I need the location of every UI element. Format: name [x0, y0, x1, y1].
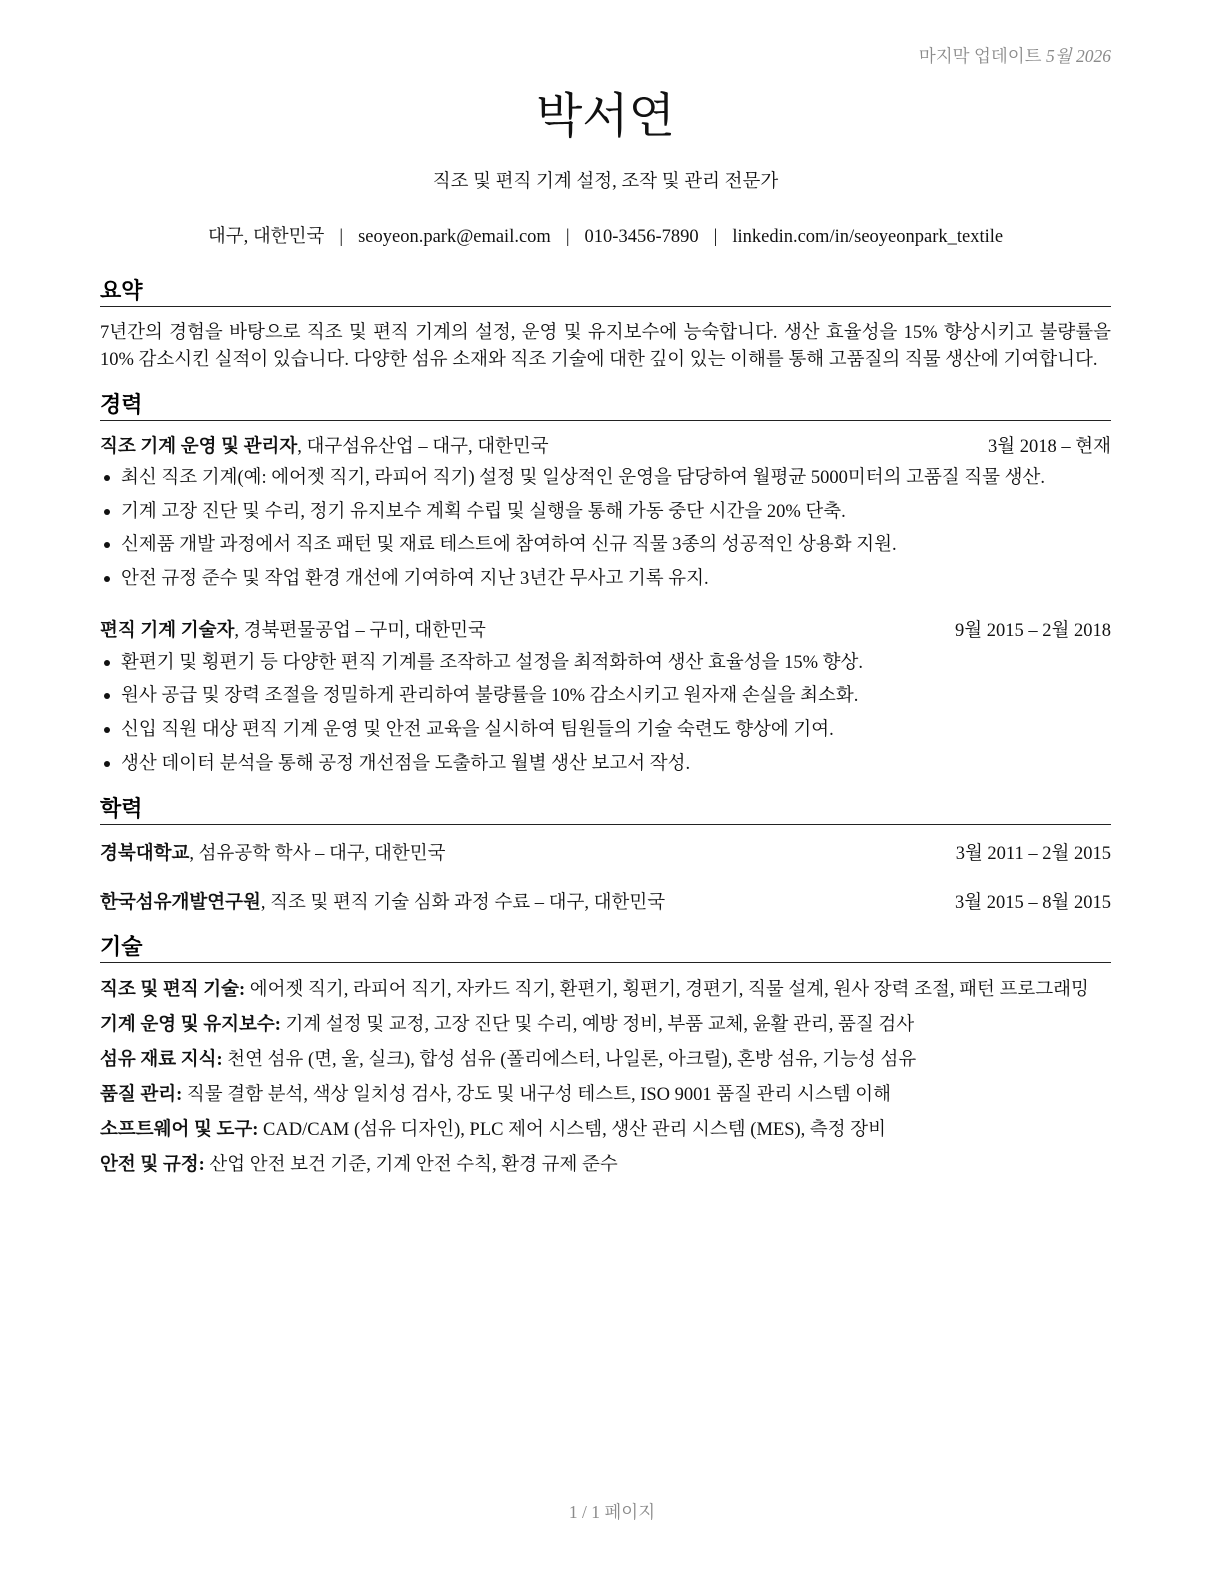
- contact-separator: |: [565, 227, 570, 247]
- education-entry: [100, 840, 1111, 868]
- skill-category: 기계 운영 및 유지보수:: [100, 1014, 281, 1035]
- highlight-text: 환편기 및 횡편기 등 다양한 편직 기계를 조작하고 설정을 최적화하여 생산 효율성을 15% 향상.: [121, 652, 864, 673]
- skill-row: [100, 1012, 1111, 1038]
- job-dates: 3월 2018 – 현재: [988, 436, 1111, 457]
- contact-email-link[interactable]: seoyeon.park@email.com: [358, 227, 551, 247]
- skill-row: [100, 1082, 1111, 1108]
- contact-line: [100, 224, 1111, 250]
- skills-section: [100, 932, 1111, 1178]
- skill-list: 기계 설정 및 교정, 고장 진단 및 수리, 예방 정비, 부품 교체, 윤활 관리, 품질 검사: [285, 1014, 915, 1035]
- highlight-item: [100, 566, 1111, 592]
- skill-row: [100, 1152, 1111, 1178]
- skill-category: 직조 및 편직 기술:: [100, 979, 246, 1000]
- job-organization: , 대구섬유산업 – 대구, 대한민국: [297, 436, 549, 457]
- skill-list: 에어젯 직기, 라피어 직기, 자카드 직기, 환편기, 횡편기, 경편기, 직물 설계, 원사 장력 조절, 패턴 프로그래밍: [249, 979, 1089, 1000]
- experience-entry: [100, 433, 1111, 593]
- education-entry: [100, 889, 1111, 917]
- bullet-icon: [104, 693, 110, 699]
- highlight-item: [100, 532, 1111, 558]
- contact-linkedin-link[interactable]: linkedin.com/in/seoyeonpark_textile: [732, 227, 1004, 247]
- skill-category: 섬유 재료 지식:: [100, 1049, 223, 1070]
- highlight-item: [100, 465, 1111, 491]
- bullet-icon: [104, 761, 110, 767]
- contact-location: 대구, 대한민국: [207, 227, 325, 247]
- contact-phone-link[interactable]: 010-3456-7890: [584, 227, 699, 247]
- bullet-icon: [104, 660, 110, 666]
- job-title: 직조 기계 운영 및 관리자: [100, 436, 298, 457]
- last-updated-label: 마지막 업데이트: [918, 46, 1042, 66]
- entry-header: [100, 433, 1111, 461]
- last-updated-date: 5월 2026: [1045, 46, 1111, 66]
- entry-title-line: [100, 617, 935, 645]
- section-heading-experience: 경력: [100, 390, 1111, 421]
- skill-category: 품질 관리:: [100, 1084, 183, 1105]
- highlight-item: [100, 717, 1111, 743]
- skill-category: 안전 및 규정:: [100, 1154, 205, 1175]
- contact-separator: |: [713, 227, 718, 247]
- skill-row: [100, 1047, 1111, 1073]
- highlight-item: [100, 751, 1111, 777]
- skill-list: CAD/CAM (섬유 디자인), PLC 제어 시스템, 생산 관리 시스템 (MES), 측정 장비: [263, 1119, 887, 1140]
- person-name: 박서연: [535, 90, 676, 143]
- bullet-icon: [104, 509, 110, 515]
- job-highlights: [100, 650, 1111, 777]
- contact-separator: |: [339, 227, 344, 247]
- highlight-text: 신입 직원 대상 편직 기계 운영 및 안전 교육을 실시하여 팀원들의 기술 숙련도 향상에 기여.: [121, 719, 834, 740]
- highlight-text: 생산 데이터 분석을 통해 공정 개선점을 도출하고 월별 생산 보고서 작성.: [121, 753, 691, 774]
- headline: 직조 및 편직 기계 설정, 조작 및 관리 전문가: [432, 172, 779, 192]
- education-dates: 3월 2011 – 2월 2015: [955, 843, 1111, 864]
- bullet-icon: [104, 727, 110, 733]
- institution-name: 경북대학교: [100, 843, 190, 864]
- experience-section: [100, 390, 1111, 777]
- entry-header: [100, 617, 1111, 645]
- institution-name: 한국섬유개발연구원: [100, 892, 261, 913]
- experience-entry: [100, 617, 1111, 777]
- section-heading-summary: 요약: [100, 276, 1111, 307]
- bullet-icon: [104, 576, 110, 582]
- skill-row: [100, 1117, 1111, 1143]
- entry-title-line: [100, 433, 968, 461]
- skill-list: 직물 결함 분석, 색상 일치성 검사, 강도 및 내구성 테스트, ISO 9001 품질 관리 시스템 이해: [186, 1084, 891, 1105]
- entry-title-line: [100, 840, 936, 868]
- job-highlights: [100, 465, 1111, 592]
- summary-text: 7년간의 경험을 바탕으로 직조 및 편직 기계의 설정, 운영 및 유지보수에 능숙합니다. 생산 효율성을 15% 향상시키고 불량률을 10% 감소시킨 실적이 있습니다. 다양한 섬유 소재와 직조 기술에 대한 깊이 있는 이해를 통해 고품질의 직물 생산에 기여합니다.: [100, 323, 1111, 370]
- highlight-item: [100, 650, 1111, 676]
- summary-section: [100, 276, 1111, 373]
- section-heading-education: 학력: [100, 794, 1111, 825]
- entry-title-line: [100, 889, 935, 917]
- skill-category: 소프트웨어 및 도구:: [100, 1119, 259, 1140]
- degree-detail: , 직조 및 편직 기술 심화 과정 수료 – 대구, 대한민국: [260, 892, 666, 913]
- highlight-text: 최신 직조 기계(예: 에어젯 직기, 라피어 직기) 설정 및 일상적인 운영을 담당하여 월평균 5000미터의 고품질 직물 생산.: [121, 468, 1046, 488]
- skill-list: 천연 섬유 (면, 울, 실크), 합성 섬유 (폴리에스터, 나일론, 아크릴), 혼방 섬유, 기능성 섬유: [227, 1049, 917, 1070]
- bullet-icon: [104, 475, 110, 481]
- education-section: [100, 794, 1111, 917]
- education-dates: 3월 2015 – 8월 2015: [955, 892, 1111, 913]
- section-heading-skills: 기술: [100, 932, 1111, 963]
- highlight-item: [100, 499, 1111, 525]
- degree-detail: , 섬유공학 학사 – 대구, 대한민국: [189, 843, 446, 864]
- highlight-item: [100, 683, 1111, 709]
- highlight-text: 원사 공급 및 장력 조절을 정밀하게 관리하여 불량률을 10% 감소시키고 원자재 손실을 최소화.: [121, 686, 859, 707]
- skill-row: [100, 977, 1111, 1003]
- resume-header: [100, 87, 1111, 250]
- job-dates: 9월 2015 – 2월 2018: [955, 621, 1111, 642]
- job-title: 편직 기계 기술자: [100, 621, 235, 642]
- resume-content: [100, 0, 1111, 1178]
- job-organization: , 경북편물공업 – 구미, 대한민국: [234, 621, 486, 642]
- highlight-text: 기계 고장 진단 및 수리, 정기 유지보수 계획 수립 및 실행을 통해 가동 중단 시간을 20% 단축.: [121, 501, 846, 522]
- page-number: 1 / 1 페이지: [568, 1502, 656, 1522]
- highlight-text: 신제품 개발 과정에서 직조 패턴 및 재료 테스트에 참여하여 신규 직물 3종의 성공적인 상용화 지원.: [121, 535, 897, 556]
- bullet-icon: [104, 542, 110, 548]
- highlight-text: 안전 규정 준수 및 작업 환경 개선에 기여하여 지난 3년간 무사고 기록 유지.: [121, 569, 709, 590]
- skill-list: 산업 안전 보건 기준, 기계 안전 수칙, 환경 규제 준수: [209, 1154, 618, 1175]
